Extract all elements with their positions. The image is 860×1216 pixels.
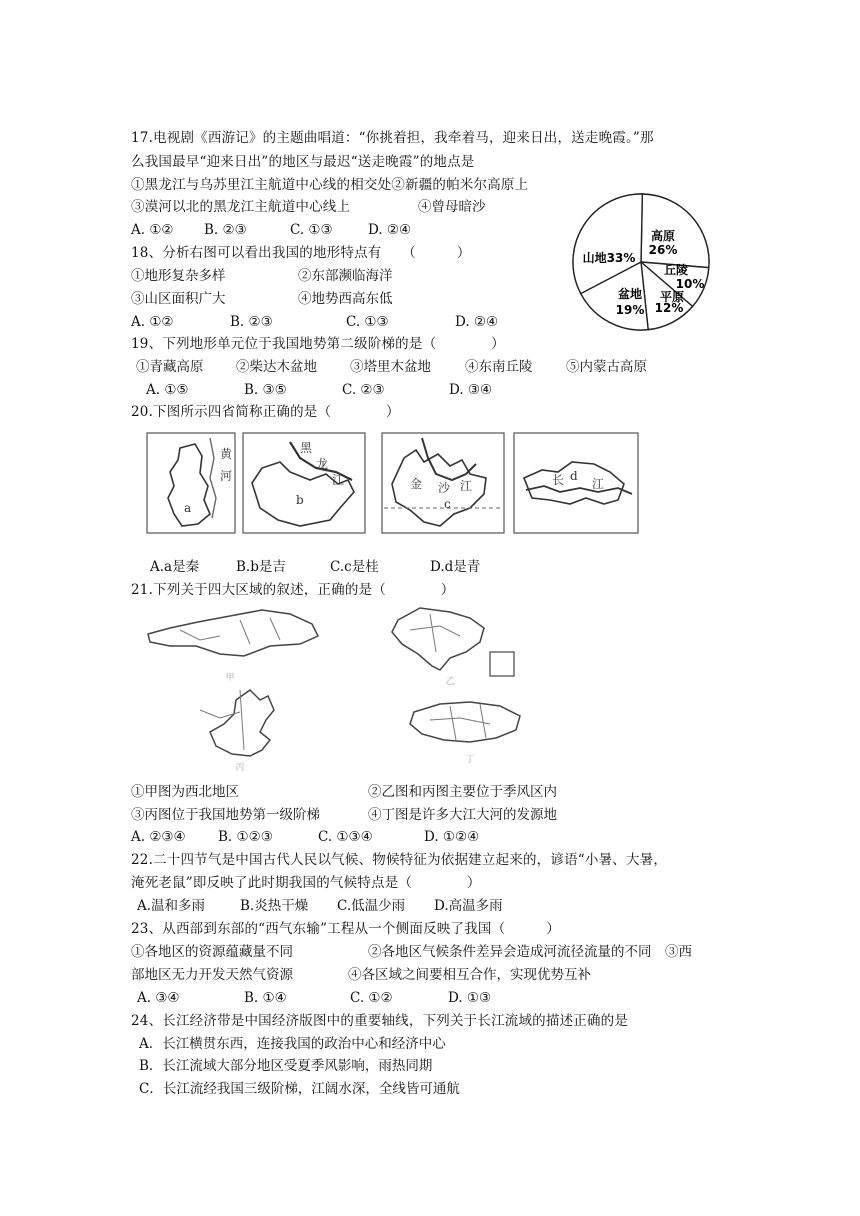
q20-option-c: C.c是桂 — [330, 559, 379, 575]
map3-river-char3: 江 — [460, 479, 473, 493]
caption-ding: 丁 — [465, 755, 475, 765]
map-province-a — [147, 433, 235, 533]
q21-option-a: A. ②③④ — [131, 829, 186, 845]
map3-river-char1: 金 — [410, 477, 423, 491]
q21-option-d: D. ①②④ — [424, 829, 480, 845]
pie-label-plain-name: 平原 — [659, 290, 685, 304]
map-region-ding — [410, 702, 520, 742]
q20-province-maps — [140, 428, 650, 538]
q17-option-d: D. ②④ — [368, 222, 412, 238]
q19-item-1: ①青藏高原 — [136, 359, 204, 375]
map2-letter: b — [296, 493, 304, 507]
q19-option-a: A. ①⑤ — [146, 382, 189, 398]
pie-label-basin-name: 盆地 — [617, 287, 643, 301]
q19-stem: 19、下列地形单元位于我国地势第二级阶梯的是（ ） — [131, 336, 505, 352]
q23-option-c: C. ①② — [350, 990, 393, 1006]
q19-item-2: ②柴达木盆地 — [236, 359, 317, 375]
q18-statement-4: ④地势西高东低 — [298, 291, 393, 307]
q17-option-c: C. ①③ — [290, 222, 333, 238]
q24-option-c: C．长江流经我国三级阶梯，江阔水深，全线皆可通航 — [139, 1081, 460, 1097]
q20-stem: 20.下图所示四省简称正确的是（ ） — [131, 404, 400, 420]
q23-stem: 23、从西部到东部的“西气东输”工程从一个侧面反映了我国（ ） — [131, 921, 561, 937]
caption-yi: 乙 — [445, 677, 455, 687]
q23-statement-1: ①各地区的资源蕴藏量不同 — [131, 944, 293, 960]
q20-option-b: B.b是吉 — [236, 559, 286, 575]
map2-river-char1: 黑 — [300, 441, 313, 455]
map4-river-char2: 江 — [592, 477, 605, 491]
q21-statement-3: ③丙图位于我国地势第一级阶梯 — [131, 807, 320, 823]
q21-statement-1: ①甲图为西北地区 — [131, 784, 239, 800]
map4-letter: d — [570, 469, 578, 483]
q20-option-d: D.d是青 — [430, 559, 481, 575]
q19-option-b: B. ③⑤ — [244, 382, 287, 398]
q22-stem-line1: 22.二十四节气是中国古代人民以气候、物候特征为依据建立起来的，谚语“小暑、大暑， — [131, 852, 668, 868]
q21-stem: 21.下列关于四大区域的叙述，正确的是（ ） — [131, 582, 455, 598]
pie-label-plateau-value: 26% — [648, 243, 678, 257]
map4-river-char1: 长 — [552, 473, 565, 487]
q19-option-d: D. ③④ — [449, 382, 493, 398]
map1-river-char1: 黄 — [220, 447, 233, 461]
q17-statement-3: ③漠河以北的黑龙江主航道中心线上 — [131, 199, 351, 215]
q21-statement-4: ④丁图是许多大江大河的发源地 — [368, 807, 557, 823]
map2-river-char3: 江 — [332, 473, 345, 487]
q17-statement-4: ④曾母暗沙 — [418, 199, 486, 215]
terrain-pie-chart — [566, 190, 716, 335]
map-region-jia — [148, 610, 318, 656]
q21-option-c: C. ①③④ — [318, 829, 373, 845]
q18-option-c: C. ①③ — [346, 314, 389, 330]
q19-item-5: ⑤内蒙古高原 — [566, 359, 647, 375]
q22-option-a: A.温和多雨 — [137, 898, 206, 914]
q23-statement-3-cont: 部地区无力开发天然气资源 — [131, 967, 293, 983]
q24-option-a: A．长江横贯东西，连接我国的政治中心和经济中心 — [139, 1036, 446, 1052]
pie-label-plain-value: 12% — [654, 301, 684, 315]
pie-label-hills-value: 10% — [675, 277, 705, 291]
q17-option-a: A. ①② — [131, 222, 174, 238]
q22-option-d: D.高温多雨 — [434, 898, 503, 914]
q18-statement-1: ①地形复杂多样 — [131, 268, 226, 284]
q21-region-maps — [140, 600, 540, 775]
q22-option-b: B.炎热干燥 — [240, 898, 309, 914]
q19-item-3: ③塔里木盆地 — [350, 359, 431, 375]
q18-option-d: D. ②④ — [455, 314, 499, 330]
q17-stem-line2: 么我国最早“迎来日出”的地区与最迟“送走晚霞”的地点是 — [131, 154, 475, 170]
q23-option-a: A. ③④ — [137, 990, 180, 1006]
q18-option-b: B. ②③ — [230, 314, 273, 330]
q19-item-4: ④东南丘陵 — [465, 359, 533, 375]
q21-option-b: B. ①②③ — [218, 829, 273, 845]
q20-option-a: A.a是秦 — [150, 559, 200, 575]
q23-option-b: B. ①④ — [244, 990, 287, 1006]
map-region-yi — [392, 608, 514, 676]
q18-option-a: A. ①② — [131, 314, 174, 330]
pie-label-basin-value: 19% — [615, 303, 645, 317]
q18-statement-3: ③山区面积广大 — [131, 291, 226, 307]
map1-letter: a — [184, 501, 192, 515]
q19-option-c: C. ②③ — [342, 382, 385, 398]
q23-option-d: D. ①③ — [448, 990, 492, 1006]
q17-option-b: B. ②③ — [204, 222, 247, 238]
q18-stem: 18、分析右图可以看出我国的地形特点有 （ ） — [131, 245, 471, 261]
q18-statement-2: ②东部濒临海洋 — [298, 268, 393, 284]
map-province-c — [382, 433, 504, 533]
q23-statement-2: ②各地区气候条件差异会造成河流径流量的不同 ③西 — [368, 944, 692, 960]
map1-river-char2: 河 — [220, 469, 233, 483]
map3-letter: c — [444, 497, 451, 511]
caption-jia: 甲 — [225, 673, 235, 683]
q21-statement-2: ②乙图和丙图主要位于季风区内 — [368, 784, 557, 800]
caption-bing: 丙 — [235, 763, 245, 773]
map-region-bing — [200, 690, 274, 756]
q23-statement-4: ④各区域之间要相互合作，实现优势互补 — [348, 967, 591, 983]
q22-stem-line2: 淹死老鼠”即反映了此时期我国的气候特点是（ ） — [131, 875, 481, 891]
map2-river-char2: 龙 — [316, 457, 329, 471]
map-province-d — [514, 433, 638, 533]
pie-label-mountain: 山地33% — [582, 251, 636, 265]
q17-stem-line1: 17.电视剧《西游记》的主题曲唱道：“你挑着担，我牵着马，迎来日出，送走晚霞。”那 — [131, 130, 654, 146]
pie-label-plateau-name: 高原 — [650, 229, 676, 243]
q22-option-c: C.低温少雨 — [337, 898, 406, 914]
map-province-b — [243, 433, 365, 533]
q24-option-b: B．长江流域大部分地区受夏季风影响，雨热同期 — [139, 1058, 433, 1074]
map3-river-char2: 沙 — [438, 481, 451, 495]
pie-label-hills-name: 丘陵 — [663, 263, 689, 277]
q24-stem: 24、长江经济带是中国经济版图中的重要轴线，下列关于长江流域的描述正确的是 — [131, 1013, 629, 1029]
q17-statement-1-2: ①黑龙江与乌苏里江主航道中心线的相交处②新疆的帕米尔高原上 — [131, 177, 529, 193]
